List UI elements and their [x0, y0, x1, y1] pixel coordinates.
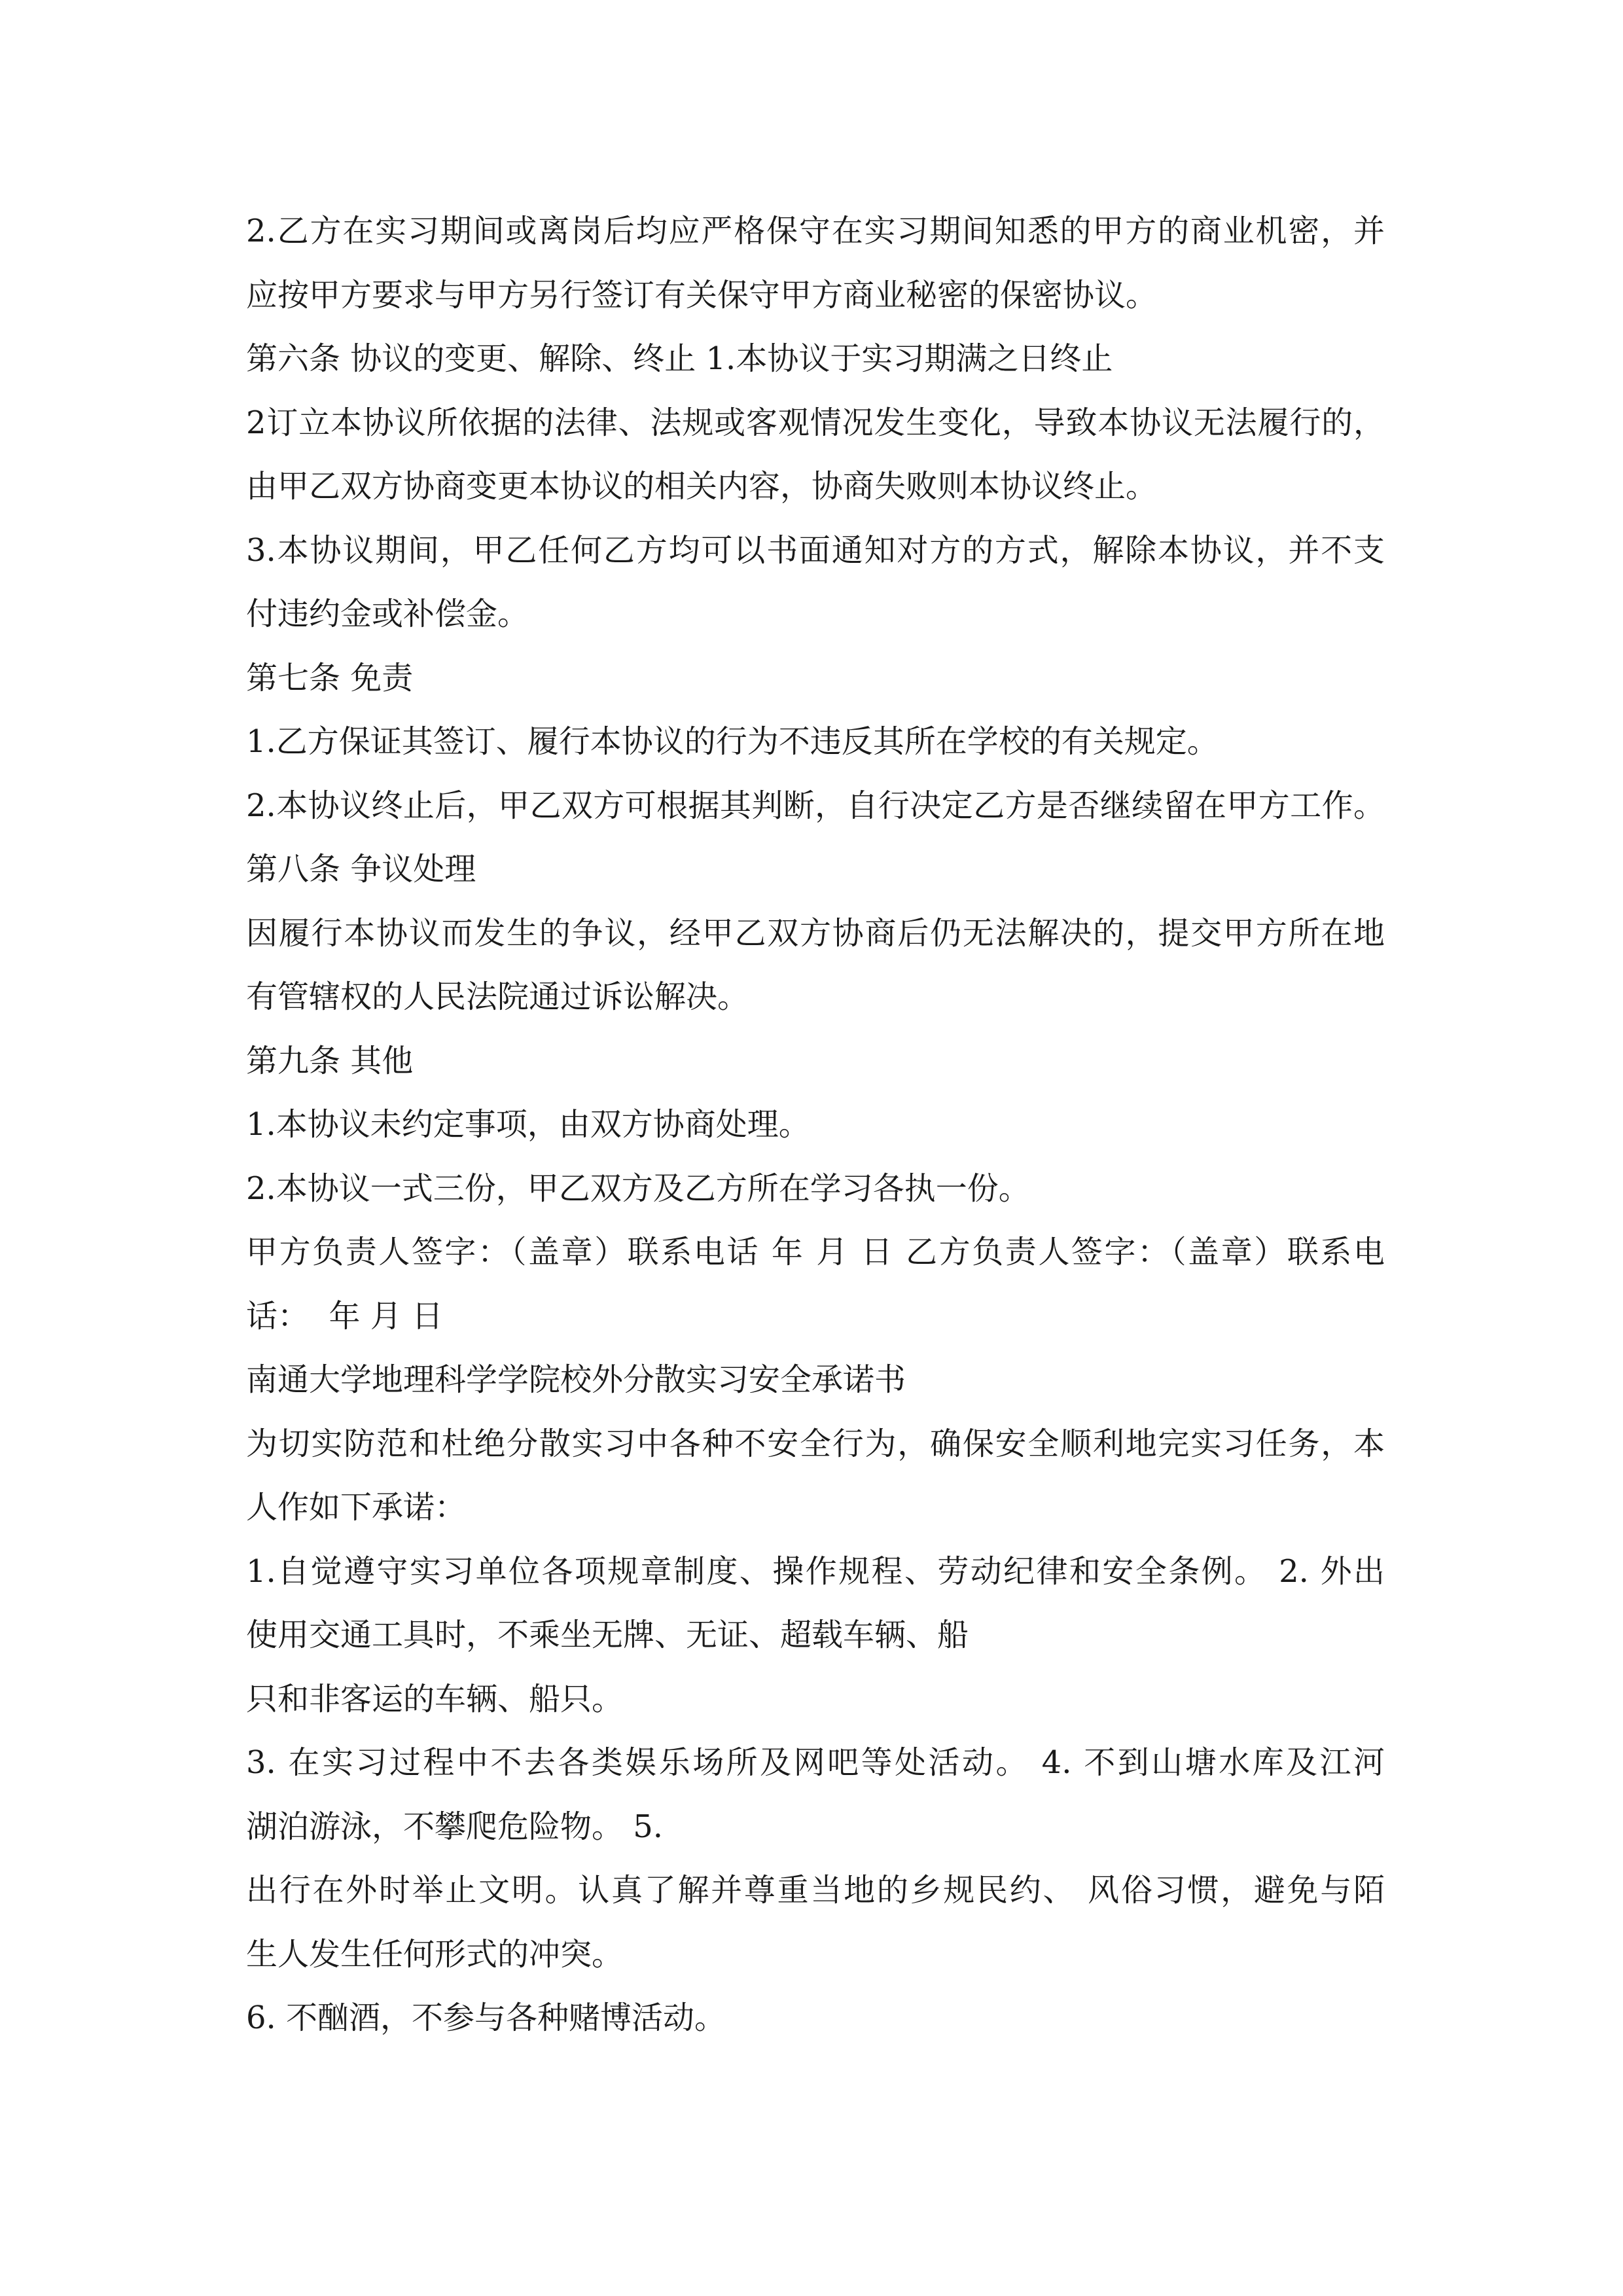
text-line: 甲方负责人签字：（盖章）联系电话 年 月 日 乙方负责人签字：（盖章）联系电 — [246, 1234, 1385, 1270]
text-line: 使用交通工具时，不乘坐无牌、无证、超载车辆、船 — [246, 1617, 969, 1653]
text-line: 第六条 协议的变更、解除、终止 1.本协议于实习期满之日终止 — [246, 340, 1113, 377]
text-line: 2.本协议终止后，甲乙双方可根据其判断，自行决定乙方是否继续留在甲方工作。 — [246, 787, 1385, 824]
text-line: 由甲乙双方协商变更本协议的相关内容，协商失败则本协议终止。 — [246, 468, 1158, 505]
text-line: 2.本协议一式三份，甲乙双方及乙方所在学习各执一份。 — [246, 1170, 1030, 1207]
text-line: 只和非客运的车辆、船只。 — [246, 1680, 624, 1717]
text-line: 1.本协议未约定事项，由双方协商处理。 — [246, 1106, 810, 1143]
text-line: 生人发生任何形式的冲突。 — [246, 1935, 624, 1973]
text-line: 第八条 争议处理 — [246, 851, 476, 888]
text-line: 出行在外时举止文明。认真了解并尊重当地的乡规民约、 风俗习惯，避免与陌 — [246, 1872, 1385, 1909]
text-line: 第七条 免责 — [246, 659, 414, 696]
text-line: 1.自觉遵守实习单位各项规章制度、操作规程、劳动纪律和安全条例。 2. 外出 — [246, 1552, 1385, 1590]
text-line: 6. 不酗酒，不参与各种赌博活动。 — [246, 2000, 726, 2036]
text-line: 3. 在实习过程中不去各类娱乐场所及网吧等处活动。 4. 不到山塘水库及江河 — [246, 1744, 1385, 1781]
text-line: 因履行本协议而发生的争议，经甲乙双方协商后仍无法解决的，提交甲方所在地 — [246, 914, 1385, 952]
document-body — [246, 200, 1385, 2051]
text-line: 有管辖权的人民法院通过诉讼解决。 — [246, 978, 749, 1015]
text-line: 2订立本协议所依据的法律、法规或客观情况发生变化，导致本协议无法履行的， — [246, 404, 1385, 441]
text-line: 1.乙方保证其签订、履行本协议的行为不违反其所在学校的有关规定。 — [246, 723, 1219, 760]
text-line: 话： 年 月 日 — [246, 1297, 444, 1335]
text-line: 付违约金或补偿金。 — [246, 596, 529, 632]
text-line: 南通大学地理科学学院校外分散实习安全承诺书 — [246, 1361, 906, 1398]
text-line: 为切实防范和杜绝分散实习中各种不安全行为，确保安全顺利地完实习任务，本 — [246, 1425, 1385, 1462]
text-line: 2.乙方在实习期间或离岗后均应严格保守在实习期间知悉的甲方的商业机密，并 — [246, 213, 1385, 249]
text-line: 湖泊游泳，不攀爬危险物。 5. — [246, 1808, 664, 1845]
text-line: 第九条 其他 — [246, 1042, 414, 1079]
text-line: 3.本协议期间，甲乙任何乙方均可以书面通知对方的方式，解除本协议，并不支 — [246, 531, 1385, 569]
text-line: 人作如下承诺： — [246, 1489, 467, 1526]
text-line: 应按甲方要求与甲方另行签订有关保守甲方商业秘密的保密协议。 — [246, 276, 1158, 314]
